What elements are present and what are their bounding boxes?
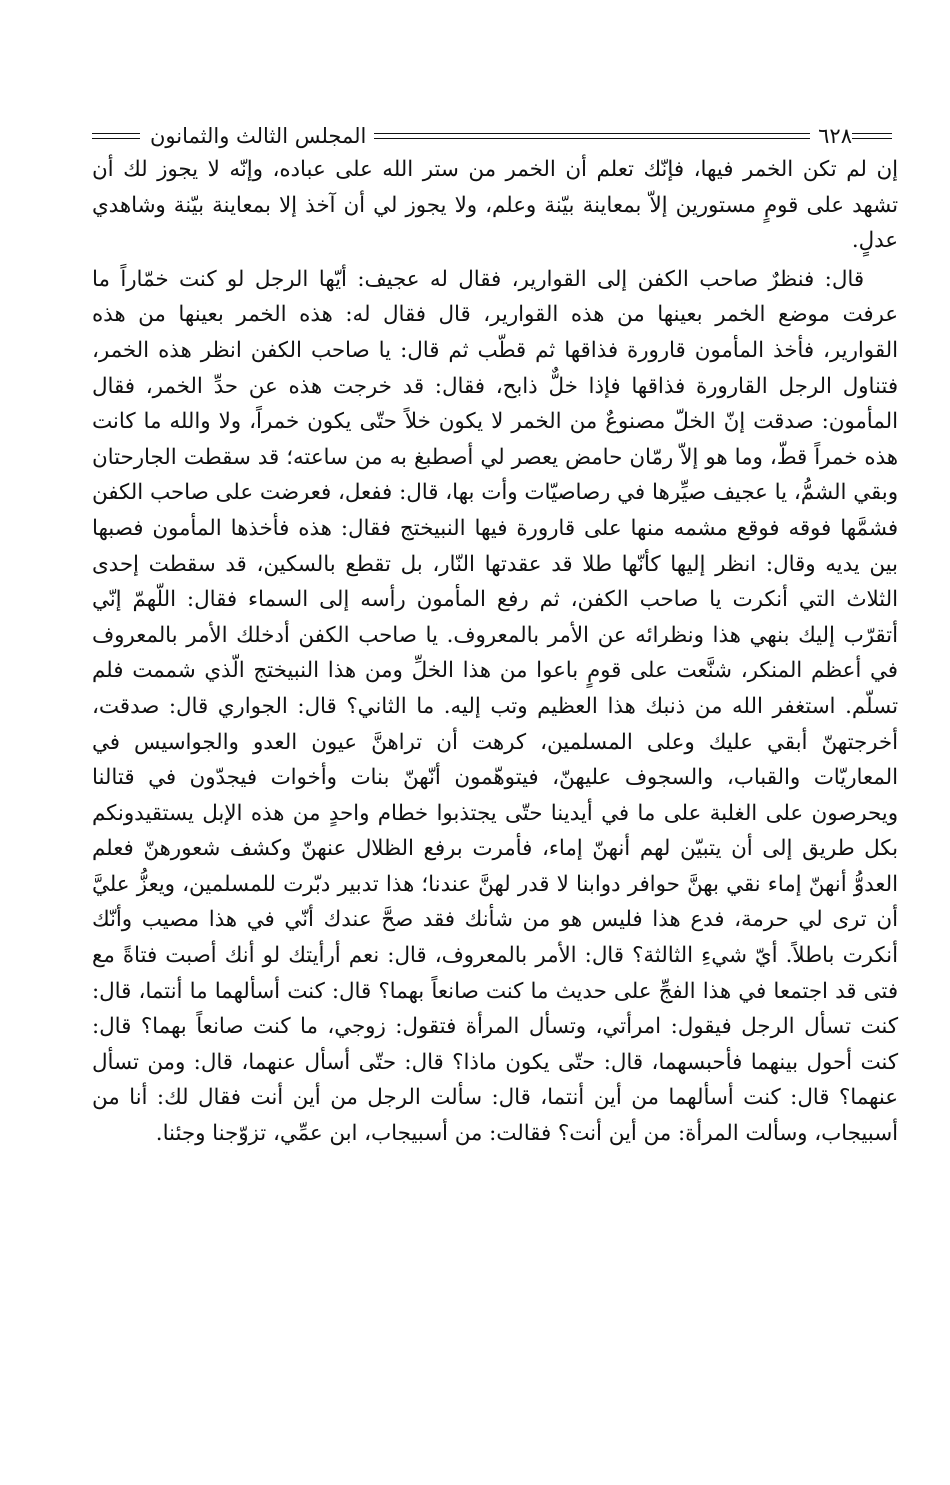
- body-text: [92, 152, 898, 1152]
- header-rule: [374, 133, 810, 139]
- document-page: [92, 120, 898, 1152]
- paragraph: إن لم تكن الخمر فيها، فإنّك تعلم أن الخمر من ستر الله على عباده، وإنّه لا يجوز لك أن تشهد على قومٍ مستورين إلاّ بمعاينة بيّنة وعلم، ولا يجوز لي أن آخذ إلا بمعاينة بيّنة وشاهدي عدلٍ.: [92, 157, 898, 254]
- page-number: ٦٢٨: [818, 124, 852, 148]
- header-rule: [92, 133, 140, 139]
- header-rule: [852, 133, 892, 139]
- running-header: [92, 120, 898, 152]
- chapter-title: المجلس الثالث والثمانون: [150, 124, 367, 148]
- paragraph: قال: فنظرٌ صاحب الكفن إلى القوارير، فقال له عجيف: أيّها الرجل لو كنت خمّاراً ما عرفت موضع الخمر بعينها من هذه القوارير، قال فقال له: هذه الخمر بعينها من هذه القوارير، فأخذ المأمون قارورة فذاقها ثم قطّب ثم قال: يا صاحب الكفن انظر هذه الخمر، فتناول الرجل القارورة فذاقها فإذا خلٌّ ذابح، فقال: قد خرجت هذه عن حدِّ الخمر، فقال المأمون: صدقت إنّ الخلّ مصنوعٌ من الخمر لا يكون خلاً حتّى يكون خمراً، ولا والله ما كانت هذه خمراً قطّ، وما هو إلاّ رمّان حامض يعصر لي أصطبغ به من ساعته؛ قد سقطت الجارحتان وبقي الشمُّ، يا عجيف صيِّرها في رصاصيّات وأت بها، قال: ففعل، فعرضت على صاحب الكفن فشمَّها فوقه فوقع مشمه منها على قارورة فيها النبيختج فقال: هذه فأخذها المأمون فصبها بين يديه وقال: انظر إليها كأنّها طلا قد عقدتها النّار، بل تقطع بالسكين، قد سقطت إحدى الثلاث التي أنكرت يا صاحب الكفن، ثم رفع المأمون رأسه إلى السماء فقال: اللّهمّ إنّي أتقرّب إليك بنهي هذا ونظرائه عن الأمر بالمعروف. يا صاحب الكفن أدخلك الأمر بالمعروف في أعظم المنكر، شنَّعت على قومٍ باعوا من هذا الخلِّ ومن هذا النبيختج الّذي شممت فلم تسلّم. استغفر الله من ذنبك هذا العظيم وتب إليه. ما الثاني؟ قال: الجواري قال: صدقت، أخرجتهنّ أبقي عليك وعلى المسلمين، كرهت أن تراهنَّ عيون العدو والجواسيس في المعاريّات والقباب، والسجوف عليهنّ، فيتوهّمون أنّهنّ بنات وأخوات فيجدّون في قتالنا ويحرصون على الغلبة على ما في أيدينا حتّى يجتذبوا خطام واحدٍ من هذه الإبل يستقيدونكم بكل طريق إلى أن يتبيّن لهم أنهنّ إماء، فأمرت برفع الظلال عنهنّ وكشف شعورهنّ فعلم العدوُّ أنهنّ إماء نقي بهنَّ حوافر دوابنا لا قدر لهنَّ عندنا؛ هذا تدبير دبّرت للمسلمين، ويعزُّ عليَّ أن ترى لي حرمة، فدع هذا فليس هو من شأنك فقد صحَّ عندك أنّي في هذا مصيب وأنّك أنكرت باطلاً. أيّ شيءِ الثالثة؟ قال: الأمر بالمعروف، قال: نعم أرأيتك لو أنك أصبت فتاةً مع فتى قد اجتمعا في هذا الفجِّ على حديث ما كنت صانعاً بهما؟ قال: كنت أسألهما ما أنتما، قال: كنت تسأل الرجل فيقول: امرأتي، وتسأل المرأة فتقول: زوجي، ما كنت صانعاً بهما؟ قال: كنت أحول بينهما فأحبسهما، قال: حتّى يكون ماذا؟ قال: حتّى أسأل عنهما، قال: ومن تسأل عنهما؟ قال: كنت أسألهما من أين أنتما، قال: سألت الرجل من أين أنت فقال لك: أنا من أسبيجاب، وسألت المرأة: من أين أنت؟ فقالت: من أسبيجاب، ابن عمِّي، تزوّجنا وجئنا.: [92, 266, 898, 1147]
